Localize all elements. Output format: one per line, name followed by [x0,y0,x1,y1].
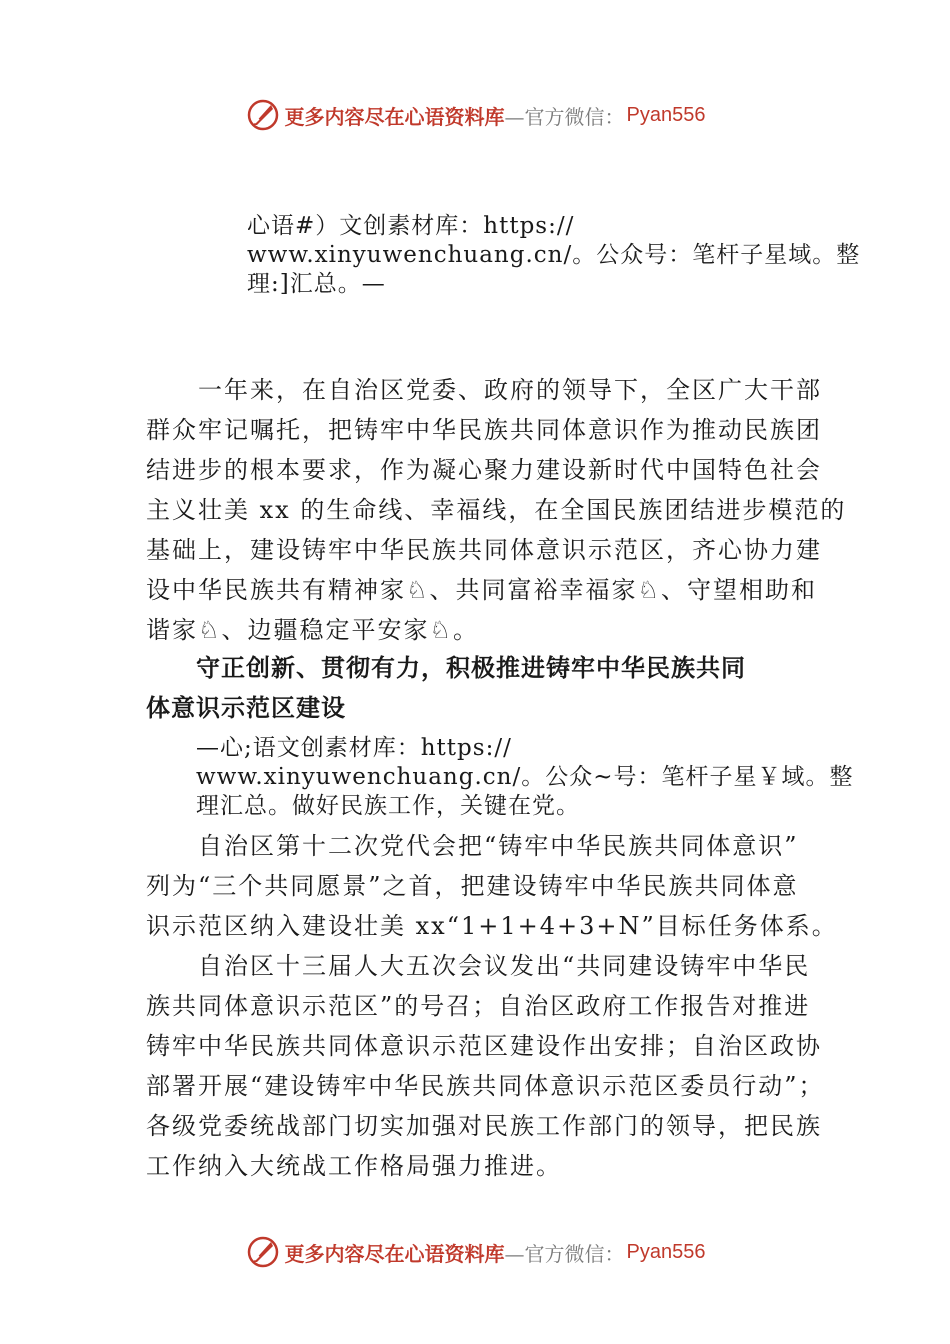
banner-title: 更多内容尽在心语资料库 [284,104,505,129]
text-line: 识示范区纳入建设壮美 xx“1+1+4+3+N”目标任务体系。 [146,912,838,940]
note-line: www.xinyuwenchuang.cn/。公众号：笔杆子星域。整 [247,242,861,268]
heading-line: 守正创新、贯彻有力，积极推进铸牢中华民族共同 [146,654,746,682]
text-line: 自治区第十二次党代会把“铸牢中华民族共同体意识” [146,832,799,860]
note-line: —心;语文创素材库：https:// [196,735,512,761]
banner-wechat-id: Pyan556 [626,1240,706,1263]
watermark-note-2 [196,734,854,821]
watermark-note-1 [247,212,861,299]
text-line: 族共同体意识示范区”的号召；自治区政府工作报告对推进 [146,992,811,1020]
banner-title: 更多内容尽在心语资料库 [284,1241,505,1266]
note-line: 理:]汇总。— [247,271,386,297]
banner-dash: —官方微信： [504,104,625,129]
text-line: 部署开展“建设铸牢中华民族共同体意识示范区委员行动”； [146,1072,825,1100]
quill-logo-icon [245,1234,281,1270]
text-line: 谐家♘、边疆稳定平安家♘。 [146,616,480,644]
banner-dash: —官方微信： [504,1241,625,1266]
banner-wechat-id: Pyan556 [626,103,706,126]
text-line: 主义壮美 xx 的生命线、幸福线，在全国民族团结进步模范的 [146,496,847,524]
quill-logo-icon [245,97,281,133]
text-line: 各级党委统战部门切实加强对民族工作部门的领导，把民族 [146,1112,822,1140]
heading-line: 体意识示范区建设 [146,694,346,722]
text-line: 列为“三个共同愿景”之首，把建设铸牢中华民族共同体意 [146,872,799,900]
text-line: 铸牢中华民族共同体意识示范区建设作出安排；自治区政协 [146,1032,822,1060]
text-line: 群众牢记嘱托，把铸牢中华民族共同体意识作为推动民族团 [146,416,822,444]
paragraph-3 [146,946,825,1186]
paragraph-2 [146,826,838,946]
text-line: 工作纳入大统战工作格局强力推进。 [146,1152,562,1180]
section-heading [146,648,826,728]
text-line: 自治区十三届人大五次会议发出“共同建设铸牢中华民 [146,952,811,980]
note-line: www.xinyuwenchuang.cn/。公众~号：笔杆子星￥域。整 [196,764,854,790]
note-line: 心语#）文创素材库：https:// [247,213,575,239]
text-line: 一年来，在自治区党委、政府的领导下，全区广大干部 [146,376,822,404]
text-line: 设中华民族共有精神家♘、共同富裕幸福家♘、守望相助和 [146,576,818,604]
text-line: 基础上，建设铸牢中华民族共同体意识示范区，齐心协力建 [146,536,822,564]
text-line: 结进步的根本要求，作为凝心聚力建设新时代中国特色社会 [146,456,822,484]
footer-banner [0,1232,950,1272]
note-line: 理汇总。做好民族工作，关键在党。 [196,793,580,819]
paragraph-1 [146,370,847,650]
header-banner [0,95,950,135]
